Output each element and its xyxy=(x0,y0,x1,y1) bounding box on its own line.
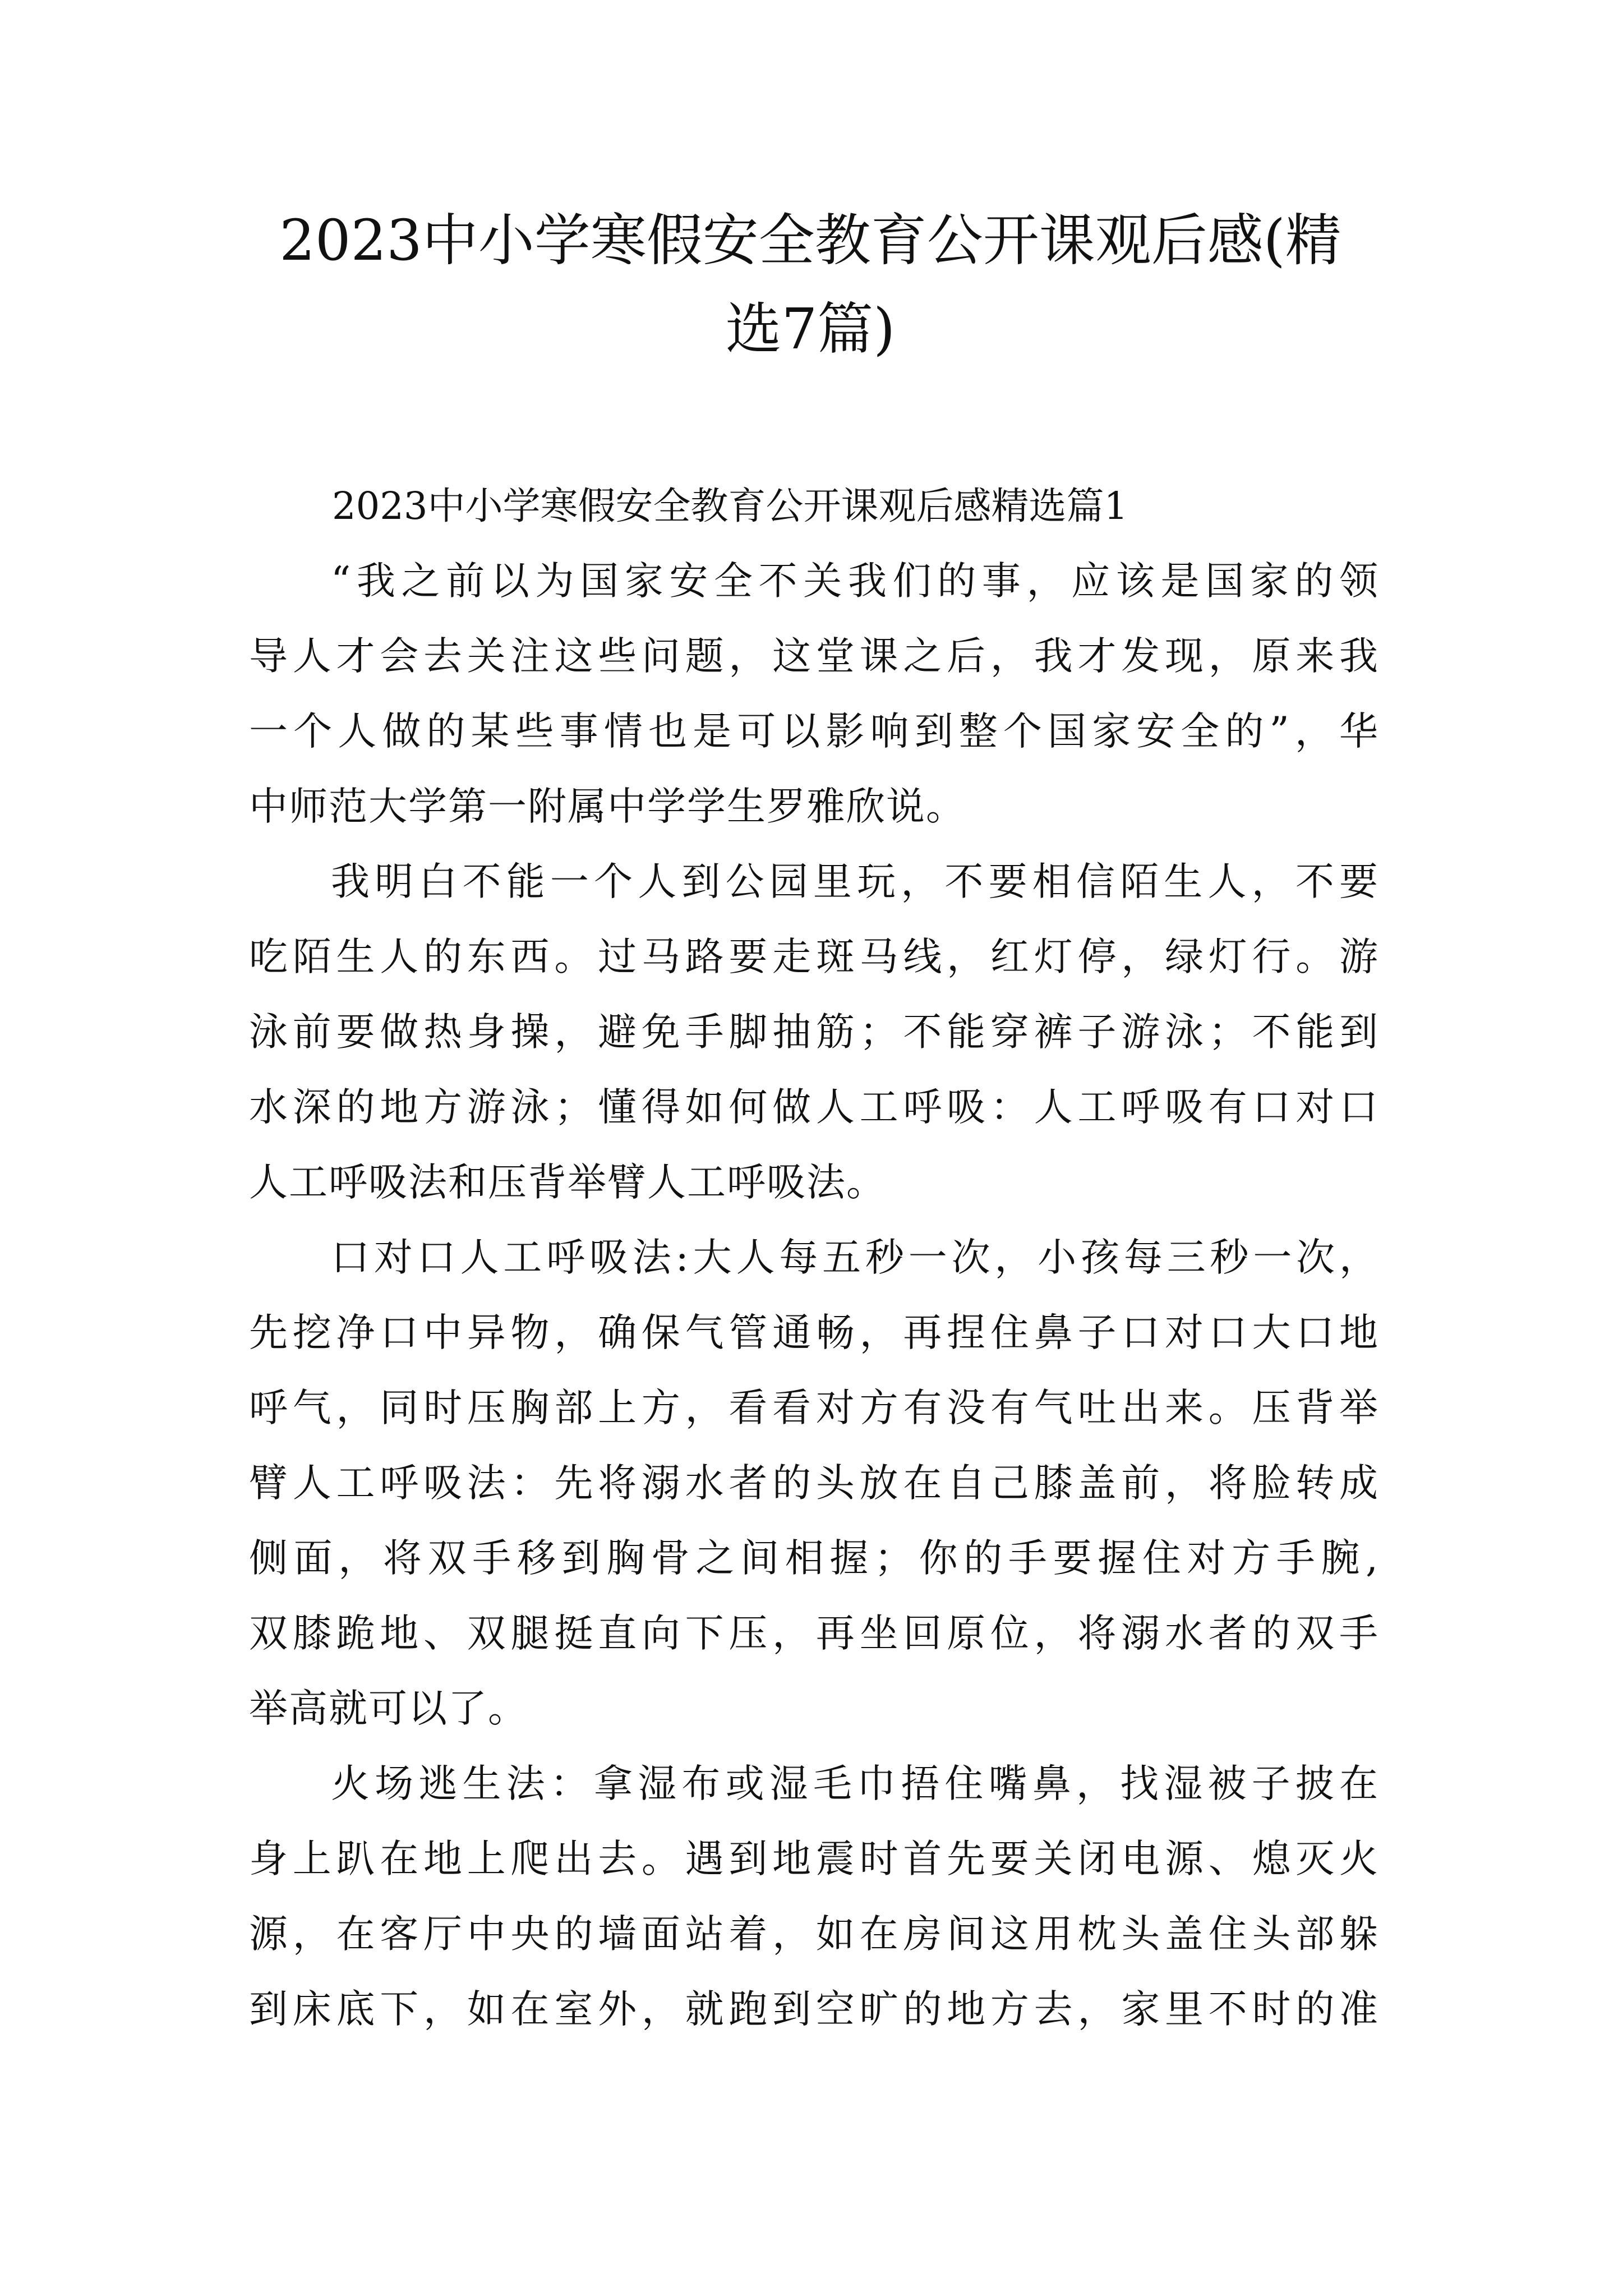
paragraph-2 xyxy=(249,844,1379,1220)
paragraph-line: 泳前要做热身操，避免手脚抽筋；不能穿裤子游泳；不能到 xyxy=(249,1010,1379,1055)
paragraph-line: 人工呼吸法和压背举臂人工呼吸法。 xyxy=(249,1160,886,1205)
paragraph-line: 中师范大学第一附属中学学生罗雅欣说。 xyxy=(249,784,966,829)
paragraph-line: 火场逃生法：拿湿布或湿毛巾捂住嘴鼻，找湿被子披在 xyxy=(331,1761,1379,1806)
section-heading: 2023中小学寒假安全教育公开课观后感精选篇1 xyxy=(332,484,1128,528)
paragraph-line: 导人才会去关注这些问题，这堂课之后，我才发现，原来我 xyxy=(249,634,1379,679)
paragraph-line: 呼气，同时压胸部上方，看看对方有没有气吐出来。压背举 xyxy=(249,1386,1379,1430)
title-line-2: 选7篇) xyxy=(725,296,896,362)
paragraph-line: 水深的地方游泳；懂得如何做人工呼吸：人工呼吸有口对口 xyxy=(249,1085,1379,1130)
paragraph-line: 臂人工呼吸法：先将溺水者的头放在自己膝盖前，将脸转成 xyxy=(249,1461,1379,1506)
paragraph-line: 双膝跪地、双腿挺直向下压，再坐回原位，将溺水者的双手 xyxy=(249,1611,1379,1656)
paragraph-line: 吃陌生人的东西。过马路要走斑马线，红灯停，绿灯行。游 xyxy=(249,935,1379,979)
paragraph-line: 一个人做的某些事情也是可以影响到整个国家安全的”，华 xyxy=(249,709,1379,754)
title-line-1: 2023中小学寒假安全教育公开课观后感(精 xyxy=(279,208,1341,273)
paragraph-line: 口对口人工呼吸法:大人每五秒一次，小孩每三秒一次， xyxy=(331,1235,1379,1280)
paragraph-line: “我之前以为国家安全不关我们的事，应该是国家的领 xyxy=(331,559,1379,604)
paragraph-line: 侧面，将双手移到胸骨之间相握；你的手要握住对方手腕, xyxy=(249,1536,1379,1581)
paragraph-line: 举高就可以了。 xyxy=(249,1686,528,1731)
paragraph-1 xyxy=(249,544,1379,844)
document-title xyxy=(236,196,1385,374)
paragraph-line: 我明白不能一个人到公园里玩，不要相信陌生人，不要 xyxy=(331,859,1379,904)
paragraph-line: 到床底下，如在室外，就跑到空旷的地方去，家里不时的准 xyxy=(249,1987,1379,2032)
paragraph-line: 身上趴在地上爬出去。遇到地震时首先要关闭电源、熄灭火 xyxy=(249,1837,1379,1881)
paragraph-line: 源，在客厅中央的墙面站着，如在房间这用枕头盖住头部躲 xyxy=(249,1912,1379,1957)
paragraph-line: 先挖净口中异物，确保气管通畅，再捏住鼻子口对口大口地 xyxy=(249,1310,1379,1355)
paragraph-3 xyxy=(249,1220,1379,1746)
document-body xyxy=(249,468,1379,2047)
paragraph-4 xyxy=(249,1746,1379,2047)
